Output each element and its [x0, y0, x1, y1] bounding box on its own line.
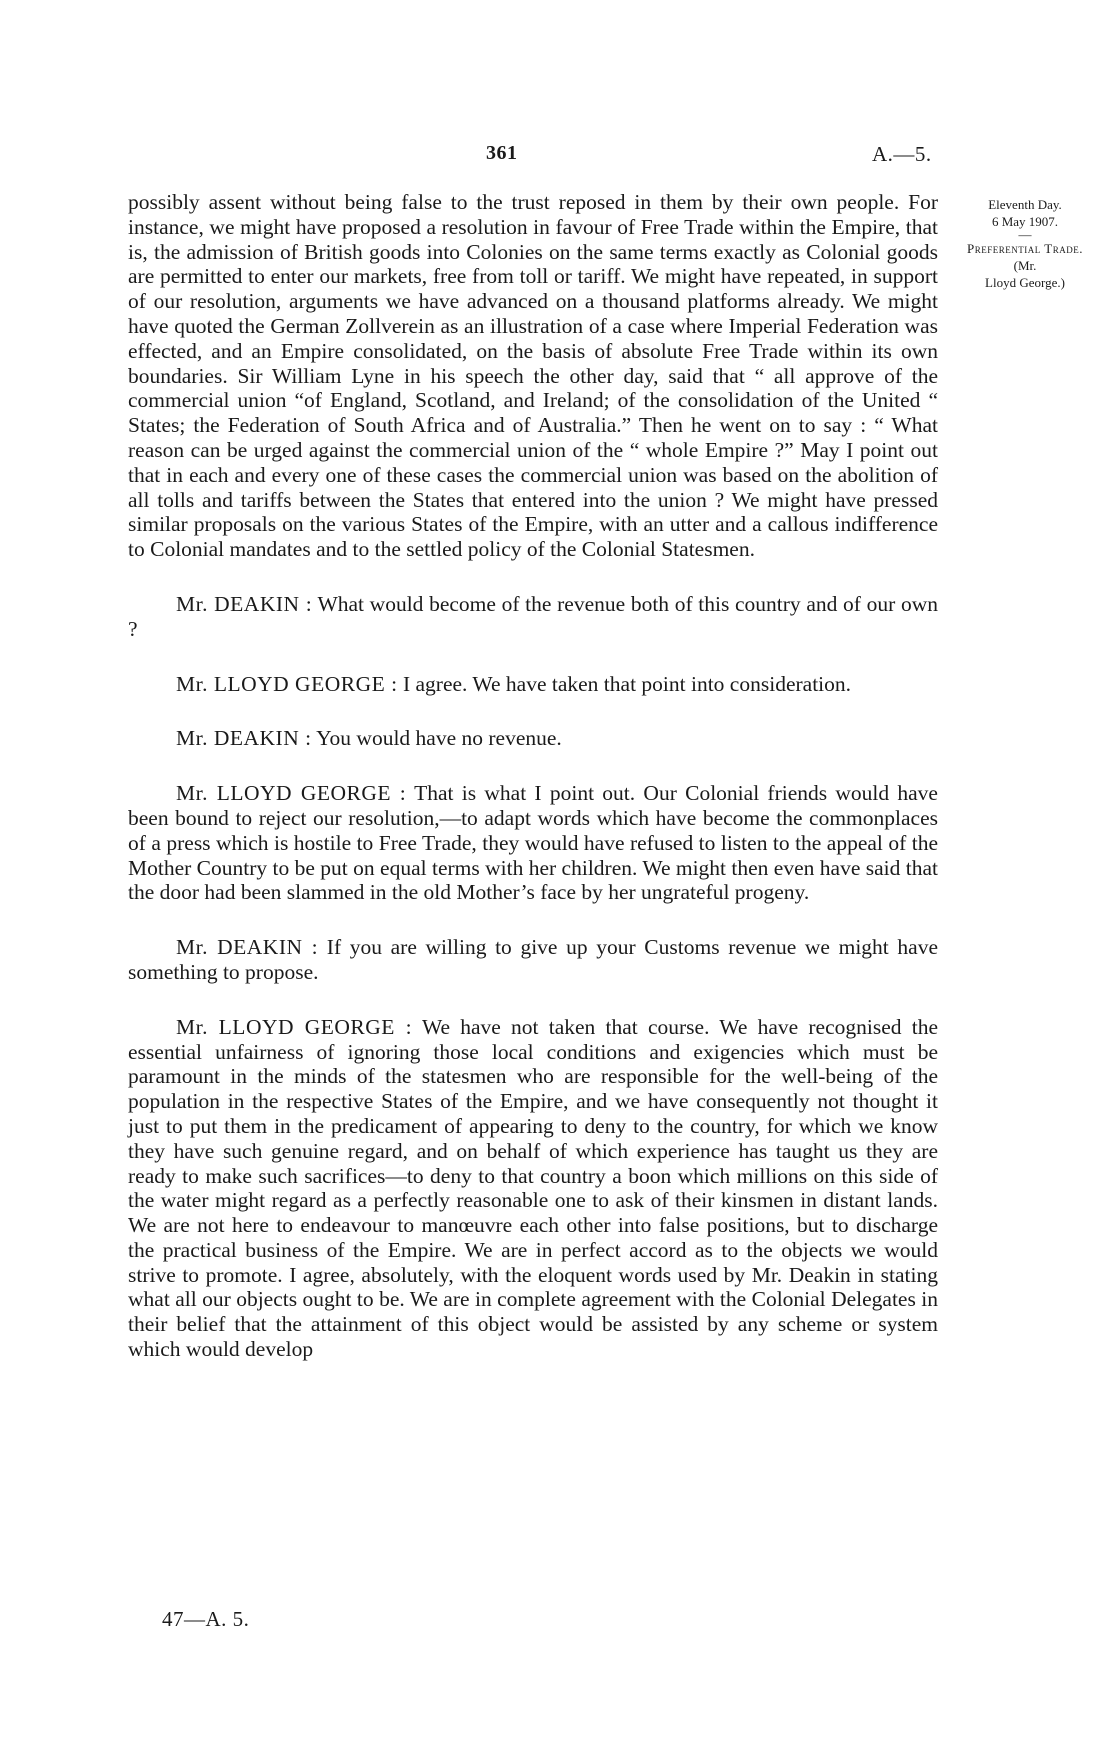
paragraph-continuation [128, 190, 938, 562]
speech-text: We have not taken that course. We have recognised the essential unfairness of ignoring those local conditions and exigencies which must be paramount in the minds of the statesmen who are responsible for the well-being of the population in the respective States of the Empire, and we have consequently not thought it just to put them in the predicament of appearing to deny to the country, for which we know they have such genuine regard, and on behalf of which experience has taught us they are ready to make such sacrifices—to deny to that country a boon which millions on this side of the water might regard as a perfectly reasonable one to ask of their kinsmen in distant lands. We are not here to endeavour to manœuvre each other into false positions, but to discharge the practical business of the Empire. We are in perfect accord as to the objects we would strive to promote. I agree, absolutely, with the eloquent words used by Mr. Deakin in stating what all our objects ought to be. We are in complete agreement with the Colonial Delegates in their belief that the attainment of this object would be assisted by any scheme or system which would develop [128, 1014, 938, 1362]
margin-note-day: Eleventh Day. [988, 197, 1062, 212]
speech-text: That is what I point out. Our Colonial friends would have been bound to reject our resolution,—to adapt words which have become the commonplaces of a press which is hostile to Free Trade, they would have refused to listen to the appeal of the Mother Country to be put on equal terms with her children. We might then even have said that the door had been slammed in the old Mother’s face by her ungrateful progeny. [128, 781, 938, 905]
speech-paragraph [128, 726, 938, 751]
page-number: 361 [486, 142, 518, 164]
margin-note-subject: Preferential Trade. [967, 241, 1083, 256]
body-text [128, 190, 938, 1362]
margin-note-separator: — [1018, 227, 1032, 242]
margin-note-date: 6 May 1907. [991, 214, 1059, 229]
speech-text: What would become of the revenue both of this country and of our own ? [128, 591, 938, 641]
paper-reference: A.—5. [872, 142, 932, 166]
speech-text: If you are willing to give up your Customs revenue we might have something to propose. [128, 935, 938, 984]
speaker-name: Mr. LLOYD GEORGE : [176, 1014, 413, 1039]
speaker-name: Mr. DEAKIN : [176, 726, 312, 751]
speech-paragraph [128, 1015, 938, 1362]
speech-paragraph [128, 672, 938, 697]
speaker-name: Mr. DEAKIN : [176, 591, 313, 616]
signature-mark: 47—A. 5. [162, 1607, 250, 1631]
speaker-name: Mr. LLOYD GEORGE : [176, 781, 407, 806]
speech-paragraph [128, 935, 938, 985]
speech-paragraph [128, 592, 938, 642]
speech-text: You would have no revenue. [316, 726, 562, 751]
speaker-name: Mr. DEAKIN : [176, 935, 319, 960]
speaker-name: Mr. LLOYD GEORGE : [176, 671, 398, 696]
margin-note [960, 196, 1090, 291]
speech-paragraph [128, 781, 938, 905]
paragraph-text: possibly assent without being false to the trust reposed in them by their own people. For instance, we might have proposed a resolution in favour of Free Trade within the Empire, that is, the admission of British goods into Colonies on the same terms exactly as Colonial goods are permitted to enter our markets, free from toll or tariff. We might have repeated, in support of our resolution, arguments we have advanced on a thousand platforms already. We might have quoted the German Zollverein as an illustration of a case where Imperial Federation was effected, and an Empire consolidated, on the basis of absolute Free Trade within its own boundaries. Sir William Lyne in his speech the other day, said that “ all approve of the commercial union “of England, Scotland, and Ireland; of the consolidation of the United “ States; the Federation of South Africa and of Australia.” Then he went on to say : “ What reason can be urged against the commercial union of the “ whole Empire ?” May I point out that in each and every one of these cases the commercial union was based on the abolition of all tolls and tariffs between the States that entered into the union ? We might have pressed similar proposals on the various States of the Empire, with an utter and a callous indifference to Colonial mandates and to the settled policy of the Colonial Statesmen. [128, 190, 938, 562]
margin-note-speaker-name: Lloyd George.) [985, 275, 1065, 290]
speech-text: I agree. We have taken that point into consideration. [402, 671, 852, 696]
margin-note-speaker-open: (Mr. [1013, 258, 1037, 273]
